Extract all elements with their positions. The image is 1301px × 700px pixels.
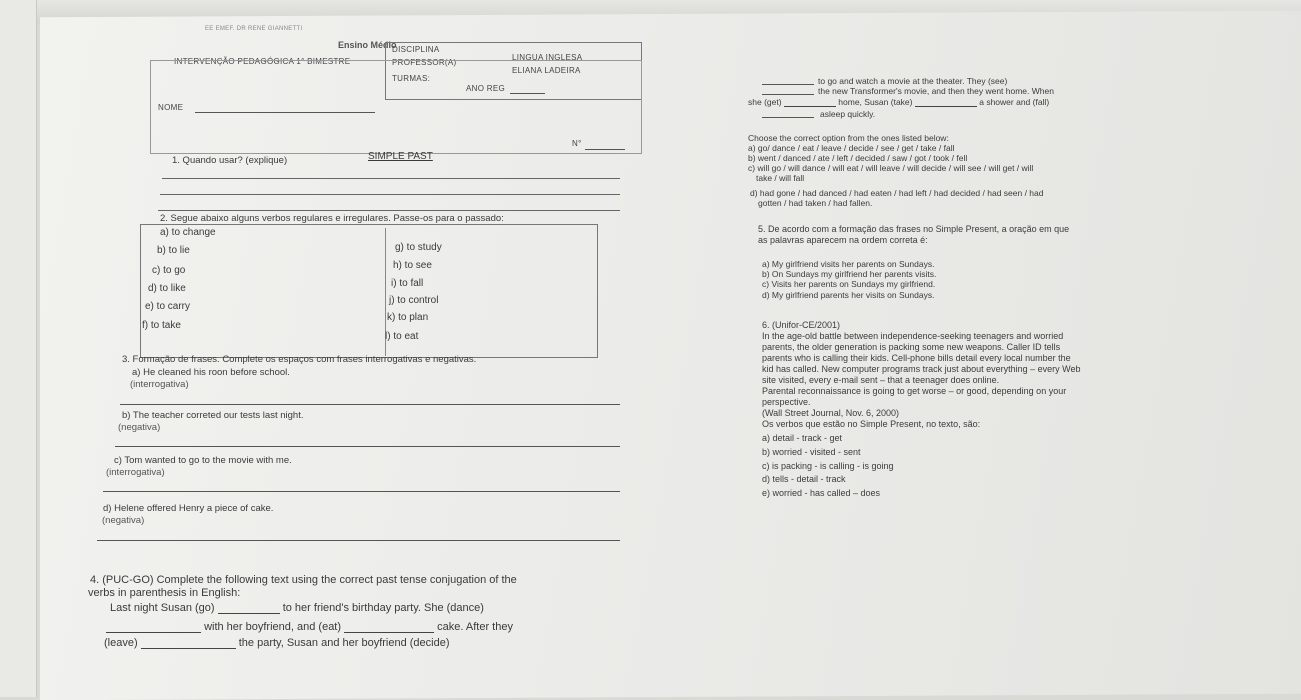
- q4-l3b: the party, Susan and her boyfriend (decide): [238, 637, 450, 649]
- r-opt-d2: gotten / had taken / had fallen.: [758, 198, 873, 208]
- q3-d-line: [97, 540, 620, 541]
- q5-opt-a: a) My girlfriend visits her parents on Sundays.: [762, 259, 935, 269]
- q5-opt-c: c) Visits her parents on Sundays my girlfriend.: [762, 279, 936, 289]
- r-c3a: she (get): [748, 97, 782, 107]
- verb-j: j) to control: [389, 295, 439, 306]
- q3-c-line: [103, 491, 620, 492]
- q4-blank-eat[interactable]: [344, 623, 434, 633]
- r-blank-take[interactable]: [915, 98, 977, 107]
- discipline-value: LINGUA INGLESA: [512, 53, 583, 62]
- q1-line-3: [158, 210, 620, 211]
- q4-l2a: with her boyfriend, and (eat): [204, 621, 342, 633]
- verb-l: l) to eat: [385, 331, 419, 342]
- q3-a-line: [120, 404, 620, 405]
- school-name: EE EMEF. DR RENE GIANNETTI: [205, 26, 303, 32]
- q6-line-2: parents, the older generation is packing some new weapons. Caller ID tells: [762, 342, 1061, 352]
- verb-g: g) to study: [395, 242, 442, 253]
- q3-a-form: (interrogativa): [130, 379, 189, 390]
- q4-l2b: cake. After they: [437, 621, 513, 633]
- r-c2: the new Transformer's movie, and then they went home. When: [818, 86, 1054, 96]
- q4-blank-go[interactable]: [218, 604, 280, 614]
- q4-title-2: verbs in parenthesis in English:: [88, 587, 241, 599]
- name-box: [150, 60, 642, 154]
- r-blank-fall: [762, 117, 814, 118]
- verb-a: a) to change: [160, 227, 216, 238]
- q6-opt-e: e) worried - has called – does: [762, 488, 881, 498]
- side-page-strip: [0, 0, 37, 697]
- q6-opt-b: b) worried - visited - sent: [762, 447, 861, 457]
- q4-line-2: [106, 621, 513, 633]
- q3-d-sentence: d) Helene offered Henry a piece of cake.: [103, 503, 274, 514]
- verb-d: d) to like: [148, 283, 186, 294]
- q6-line-6: Parental reconnaissance is going to get worse – or good, depending on your: [762, 386, 1067, 396]
- q1-line-2: [160, 194, 620, 195]
- r-blank-get[interactable]: [784, 98, 836, 107]
- q3-c-sentence: c) Tom wanted to go to the movie with me.: [114, 455, 292, 466]
- q3-d-form: (negativa): [102, 515, 145, 526]
- r-opt-b: b) went / danced / ate / left / decided / saw / got / took / fell: [748, 153, 968, 163]
- verb-i: i) to fall: [391, 278, 424, 289]
- r-opt-c: c) will go / will dance / will eat / will leave / will decide / will see / will get / will: [748, 163, 1034, 173]
- q6-line-4: kid has called. New computer programs track just about everything – every Web: [762, 364, 1081, 374]
- q3-a-sentence: a) He cleaned his roon before school.: [132, 367, 290, 378]
- q1-text: 1. Quando usar? (explique): [172, 155, 288, 166]
- q4-l1a: Last night Susan (go): [110, 602, 215, 614]
- r-c1: to go and watch a movie at the theater. They (see): [818, 76, 1008, 86]
- q6-line-7: perspective.: [762, 397, 811, 407]
- q4-l3a: (leave): [104, 637, 138, 649]
- teacher-label: PROFESSOR(A): [392, 58, 457, 67]
- verb-h: h) to see: [393, 260, 432, 271]
- verb-f: f) to take: [142, 320, 181, 331]
- q2-title: 2. Segue abaixo alguns verbos regulares e irregulares. Passe-os para o passado:: [160, 213, 504, 224]
- r-blank-1: [762, 84, 814, 85]
- q5-title-1: 5. De acordo com a formação das frases no Simple Present, a oração em que: [758, 224, 1070, 234]
- q3-c-form: (interrogativa): [106, 467, 165, 478]
- logo: Ensino Médio: [338, 40, 397, 50]
- q4-blank-leave[interactable]: [141, 639, 236, 649]
- q3-b-line: [115, 446, 620, 447]
- q4-blank-dance[interactable]: [106, 623, 201, 633]
- year-label: ANO REG: [466, 84, 505, 93]
- q6-line-1: In the age-old battle between independence-seeking teenagers and worried: [762, 331, 1064, 341]
- q4-title-1: 4. (PUC-GO) Complete the following text using the correct past tense conjugation of the: [90, 574, 517, 586]
- q6-question: Os verbos que estão no Simple Present, no texto, são:: [762, 419, 981, 429]
- r-opt-c2: take / will fall: [756, 173, 805, 183]
- q5-title-2: as palavras aparecem na ordem correta é:: [758, 235, 928, 245]
- verb-k: k) to plan: [387, 312, 429, 323]
- r-blank-2: [762, 94, 814, 95]
- q6-source: (Wall Street Journal, Nov. 6, 2000): [762, 408, 900, 418]
- q3-b-form: (negativa): [118, 422, 161, 433]
- verb-table: [140, 224, 598, 358]
- r-opt-a: a) go/ dance / eat / leave / decide / see / get / take / fall: [748, 143, 955, 153]
- r-c3: [748, 97, 1049, 107]
- q6-opt-c: c) is packing - is calling - is going: [762, 461, 894, 471]
- q6-opt-a: a) detail - track - get: [762, 433, 843, 443]
- verb-c: c) to go: [152, 265, 186, 276]
- q3-b-sentence: b) The teacher correted our tests last night.: [122, 410, 304, 421]
- name-blank: [195, 112, 375, 113]
- class-label: TURMAS:: [392, 74, 431, 83]
- q6-line-5: site visited, every e-mail sent – that a teenager does online.: [762, 375, 1000, 385]
- number-blank: [585, 149, 625, 150]
- r-choose: Choose the correct option from the ones listed below:: [748, 133, 949, 143]
- r-c4: asleep quickly.: [820, 109, 876, 119]
- discipline-label: DISCIPLINA: [392, 45, 440, 54]
- q5-opt-d: d) My girlfriend parents her visits on Sundays.: [762, 290, 935, 300]
- verb-b: b) to lie: [157, 245, 190, 256]
- q1-line-1: [162, 178, 620, 179]
- topic-title: SIMPLE PAST: [368, 151, 433, 162]
- verb-e: e) to carry: [145, 301, 191, 312]
- name-label: NOME: [158, 103, 184, 112]
- q4-line-3: [104, 637, 450, 649]
- q6-title: 6. (Unifor-CE/2001): [762, 320, 841, 330]
- q4-l1b: to her friend's birthday party. She (dance): [282, 602, 484, 614]
- q3-title: 3. Formação de frases. Complete os espaços com frases interrogativas e negativas.: [122, 354, 477, 365]
- teacher-value: ELIANA LADEIRA: [512, 66, 581, 75]
- r-c3b: home, Susan (take): [838, 97, 913, 107]
- r-c3c: a shower and (fall): [979, 97, 1050, 107]
- q4-line-1: [110, 602, 484, 614]
- q5-opt-b: b) On Sundays my girlfriend her parents visits.: [762, 269, 937, 279]
- q6-line-3: parents who is calling their kids. Cell-phone bills detail every local number the: [762, 353, 1071, 363]
- number-label: N°: [572, 139, 582, 148]
- q6-opt-d: d) tells - detail - track: [762, 474, 846, 484]
- program-title: INTERVENÇÃO PEDAGÓGICA 1° BIMESTRE: [174, 57, 351, 66]
- r-opt-d: d) had gone / had danced / had eaten / had left / had decided / had seen / had: [750, 188, 1044, 198]
